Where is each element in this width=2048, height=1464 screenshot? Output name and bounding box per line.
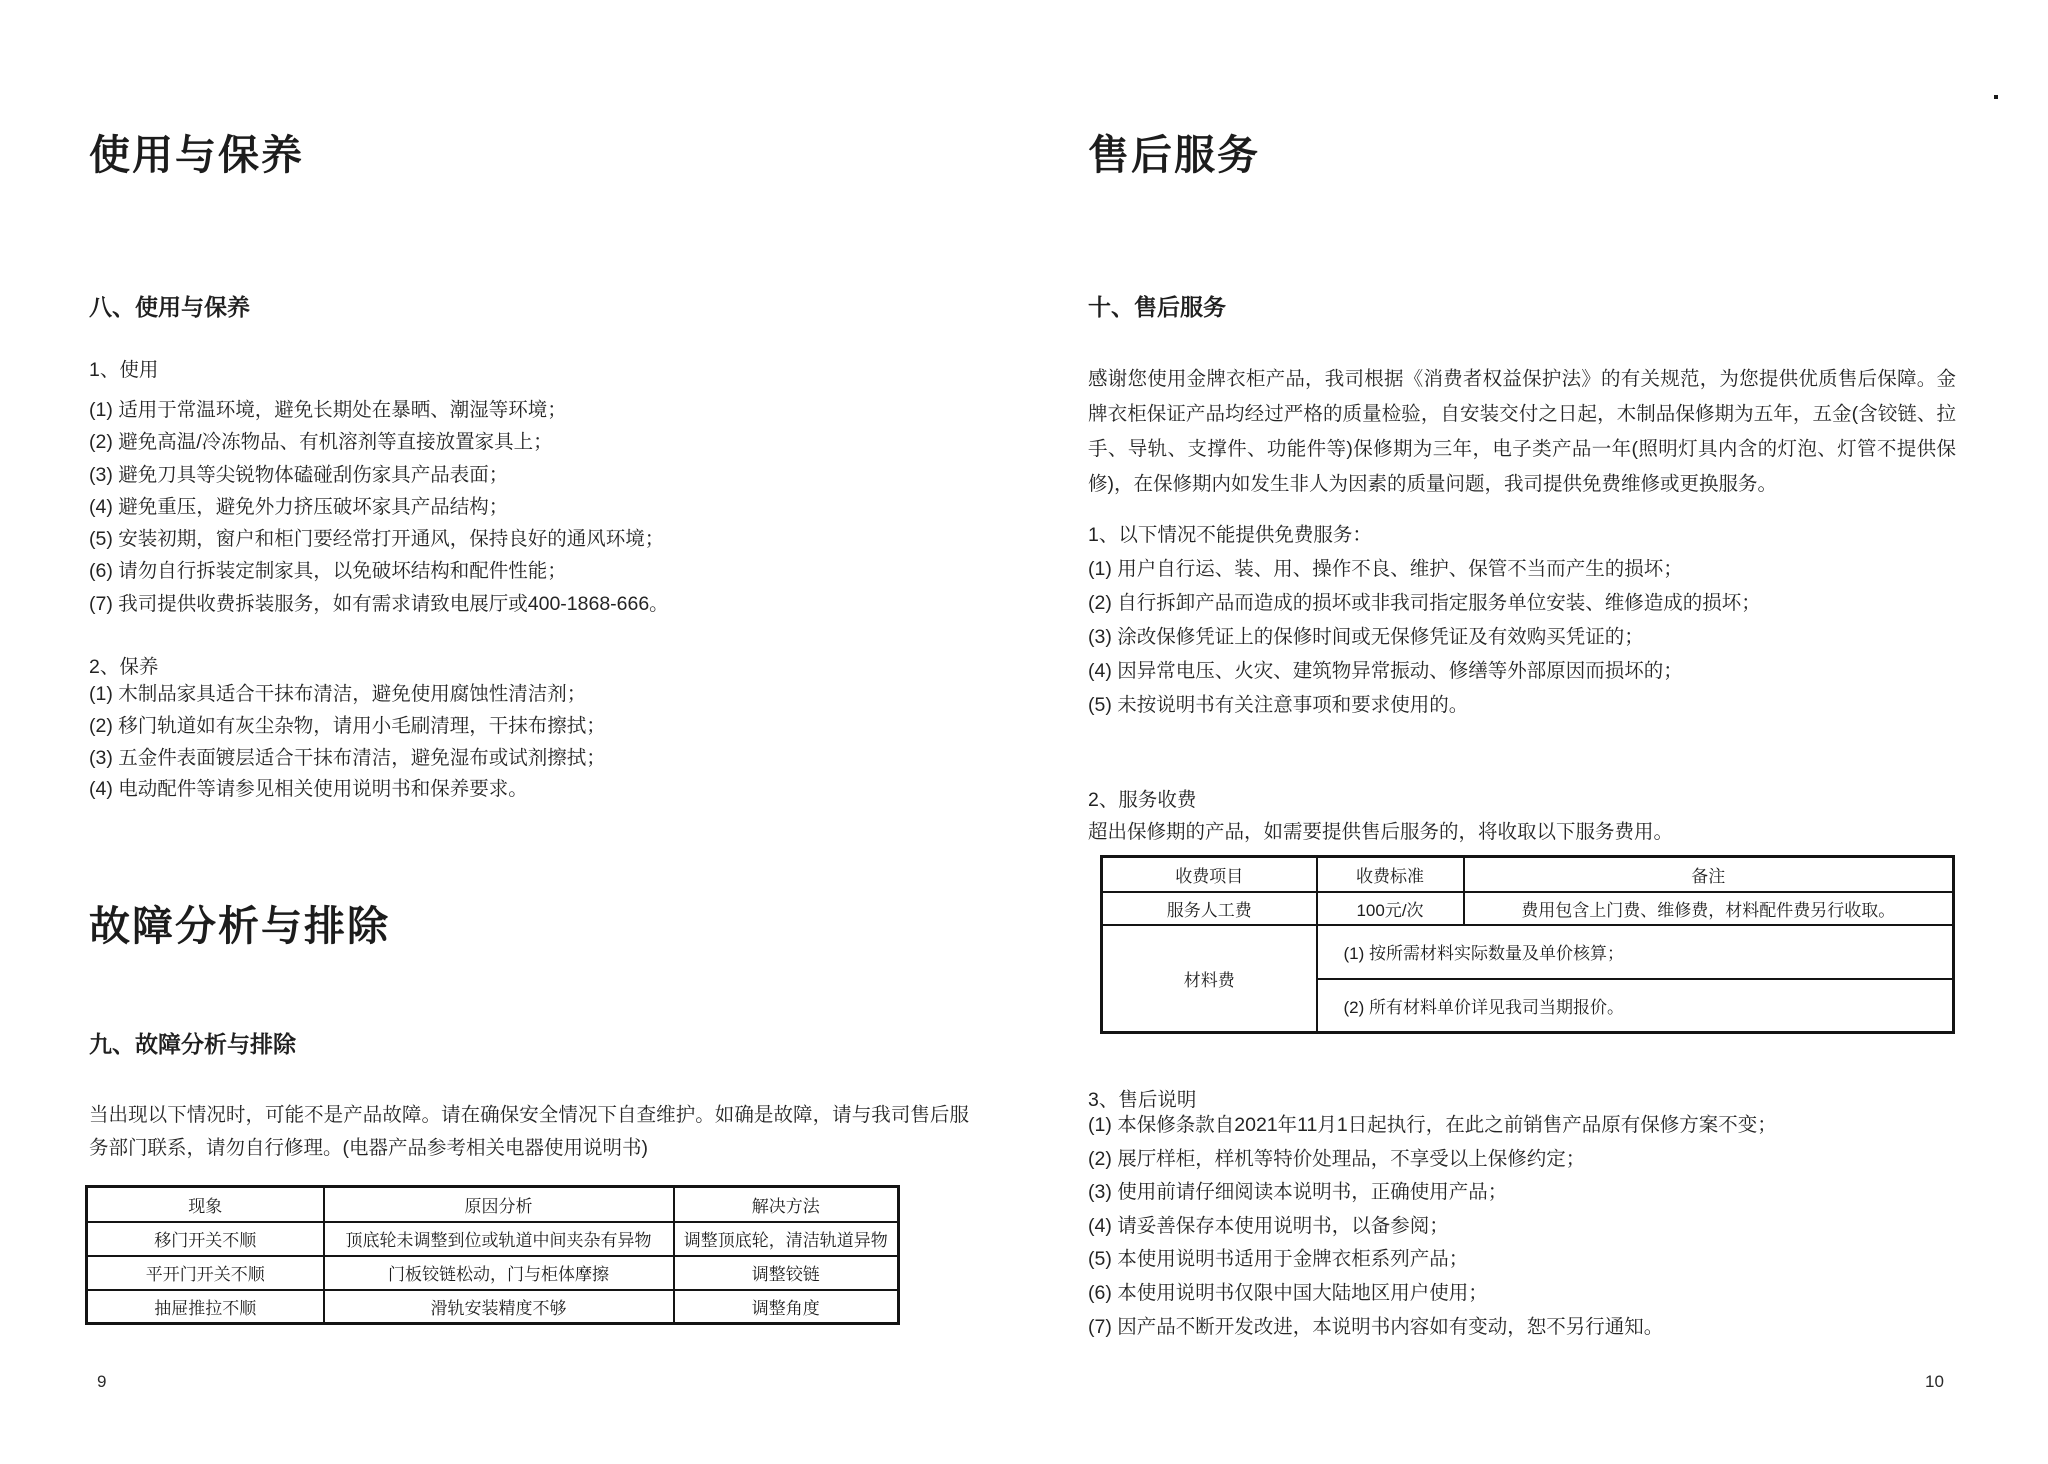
list-item: (5) 本使用说明书适用于金牌衣柜系列产品； bbox=[1088, 1248, 1469, 1271]
cell-solution: 调整顶底轮，清洁轨道异物 bbox=[674, 1222, 899, 1256]
table-header-row bbox=[1102, 857, 1954, 892]
list-item: (1) 本保修条款自2021年11月1日起执行，在此之前销售产品原有保修方案不变； bbox=[1088, 1114, 1777, 1136]
list-item: (6) 本使用说明书仅限中国大陆地区用户使用； bbox=[1088, 1281, 1488, 1304]
cell-cause: 顶底轮未调整到位或轨道中间夹杂有异物 bbox=[324, 1222, 674, 1256]
list-item: (5) 未按说明书有关注意事项和要求使用的。 bbox=[1088, 694, 1469, 716]
service-fee-note bbox=[1088, 816, 1673, 848]
list-item: (1) 适用于常温环境，避免长期处在暴晒、潮湿等环境； bbox=[89, 399, 567, 421]
cell-cause: 滑轨安装精度不够 bbox=[324, 1290, 674, 1324]
list-item: (4) 因异常电压、火灾、建筑物异常振动、修缮等外部原因而损坏的； bbox=[1088, 660, 1683, 682]
page-number-left: 9 bbox=[97, 1372, 107, 1391]
list-item: (3) 五金件表面镀层适合干抹布清洁，避免湿布或试剂擦拭； bbox=[89, 746, 606, 769]
list-item: (2) 避免高温/冷冻物品、有机溶剂等直接放置家具上； bbox=[89, 431, 553, 454]
column-header-fee-item: 收费项目 bbox=[1102, 857, 1317, 892]
section-heading-9-troubleshooting: 九、故障分析与排除 bbox=[89, 1031, 296, 1057]
no-free-service-list bbox=[1088, 552, 1968, 722]
list-item: (2) 自行拆卸产品而造成的损坏或非我司指定服务单位安装、维修造成的损坏； bbox=[1088, 592, 1761, 614]
cell-fee-standard: 100元/次 bbox=[1317, 892, 1464, 925]
cell-fee-item-material: 材料费 bbox=[1102, 925, 1317, 1033]
subtitle-service-fee: 2、服务收费 bbox=[1088, 789, 1197, 811]
troubleshooting-intro: 当出现以下情况时，可能不是产品故障。请在确保安全情况下自查维护。如确是故障，请与我司售后服务部门联系，请勿自行修理。(电器产品参考相关电器使用说明书) bbox=[89, 1104, 969, 1159]
cell-material-remark-2: (2) 所有材料单价详见我司当期报价。 bbox=[1317, 979, 1954, 1033]
section-heading-8-use-maintenance: 八、使用与保养 bbox=[89, 294, 250, 320]
list-item: (1) 木制品家具适合干抹布清洁，避免使用腐蚀性清洁剂； bbox=[89, 683, 587, 705]
page-title-after-sales: 售后服务 bbox=[1088, 132, 1260, 178]
list-item: (1) 用户自行运、装、用、操作不良、维护、保管不当而产生的损坏； bbox=[1088, 558, 1683, 580]
list-item: (4) 避免重压，避免外力挤压破坏家具产品结构； bbox=[89, 495, 509, 518]
column-header-remark: 备注 bbox=[1464, 857, 1954, 892]
page-corner-dot bbox=[1994, 95, 1998, 99]
cell-fee-item: 服务人工费 bbox=[1102, 892, 1317, 925]
table-row-material-fee-1 bbox=[1102, 925, 1954, 979]
column-header-cause: 原因分析 bbox=[324, 1187, 674, 1222]
cell-phenomenon: 移门开关不顺 bbox=[87, 1222, 324, 1256]
page-number-right: 10 bbox=[1925, 1372, 1944, 1391]
page-title-troubleshooting: 故障分析与排除 bbox=[89, 903, 390, 949]
list-item: (7) 因产品不断开发改进，本说明书内容如有变动，恕不另行通知。 bbox=[1088, 1315, 1664, 1338]
service-fee-note-text: 超出保修期的产品，如需要提供售后服务的，将收取以下服务费用。 bbox=[1088, 821, 1674, 843]
list-item: (6) 请勿自行拆装定制家具，以免破坏结构和配件性能； bbox=[89, 560, 567, 583]
list-item: (5) 安装初期，窗户和柜门要经常打开通风，保持良好的通风环境； bbox=[89, 528, 665, 551]
cell-cause: 门板铰链松动，门与柜体摩擦 bbox=[324, 1256, 674, 1290]
after-sales-notes-list bbox=[1088, 1109, 1968, 1344]
column-header-solution: 解决方法 bbox=[674, 1187, 899, 1222]
cell-solution: 调整铰链 bbox=[674, 1256, 899, 1290]
list-item: (3) 避免刀具等尖锐物体磕碰刮伤家具产品表面； bbox=[89, 463, 509, 486]
table-header-row bbox=[87, 1187, 899, 1222]
table-row bbox=[87, 1222, 899, 1256]
list-item: (2) 移门轨道如有灰尘杂物，请用小毛刷清理，干抹布擦拭； bbox=[89, 714, 606, 737]
cell-phenomenon: 抽屉推拉不顺 bbox=[87, 1290, 324, 1324]
care-items-list bbox=[89, 679, 979, 806]
column-header-fee-standard: 收费标准 bbox=[1317, 857, 1464, 892]
subtitle-after-sales-notes: 3、售后说明 bbox=[1088, 1089, 1197, 1111]
table-row bbox=[87, 1256, 899, 1290]
section-heading-10-after-sales: 十、售后服务 bbox=[1088, 294, 1226, 320]
list-item: (2) 展厅样柜，样机等特价处理品，不享受以上保修约定； bbox=[1088, 1147, 1586, 1170]
cell-material-remark-1: (1) 按所需材料实际数量及单价核算； bbox=[1317, 925, 1954, 979]
cell-remark: 费用包含上门费、维修费，材料配件费另行收取。 bbox=[1464, 892, 1954, 925]
subtitle-no-free-service: 1、以下情况不能提供免费服务： bbox=[1088, 524, 1372, 546]
subtitle-use: 1、使用 bbox=[89, 359, 159, 381]
list-item: (7) 我司提供收费拆装服务，如有需求请致电展厅或400-1868-666。 bbox=[89, 592, 669, 615]
page-title-use-maintenance: 使用与保养 bbox=[89, 132, 304, 178]
service-fee-table bbox=[1100, 855, 1955, 1034]
cell-solution: 调整角度 bbox=[674, 1290, 899, 1324]
list-item: (3) 涂改保修凭证上的保修时间或无保修凭证及有效购买凭证的； bbox=[1088, 626, 1644, 648]
after-sales-intro: 感谢您使用金牌衣柜产品，我司根据《消费者权益保护法》的有关规范，为您提供优质售后保障。金牌衣柜保证产品均经过严格的质量检验，自安装交付之日起，木制品保修期为五年，五金(含铰链、拉手、导轨、支撑件、功能件等)保修期为三年，电子类产品一年(照明灯具内含的灯泡、灯管不提供保修)，在保修期内如发生非人为因素的质量问题，我司提供免费维修或更换服务。 bbox=[1088, 368, 1956, 495]
list-item: (4) 请妥善保存本使用说明书，以备参阅； bbox=[1088, 1214, 1449, 1237]
use-items-list bbox=[89, 394, 979, 620]
list-item: (3) 使用前请仔细阅读本说明书，正确使用产品； bbox=[1088, 1181, 1508, 1204]
table-row bbox=[87, 1290, 899, 1324]
subtitle-care: 2、保养 bbox=[89, 656, 159, 678]
cell-phenomenon: 平开门开关不顺 bbox=[87, 1256, 324, 1290]
list-item: (4) 电动配件等请参见相关使用说明书和保养要求。 bbox=[89, 778, 528, 801]
table-row-labor-fee bbox=[1102, 892, 1954, 925]
column-header-phenomenon: 现象 bbox=[87, 1187, 324, 1222]
troubleshooting-table bbox=[85, 1185, 900, 1325]
